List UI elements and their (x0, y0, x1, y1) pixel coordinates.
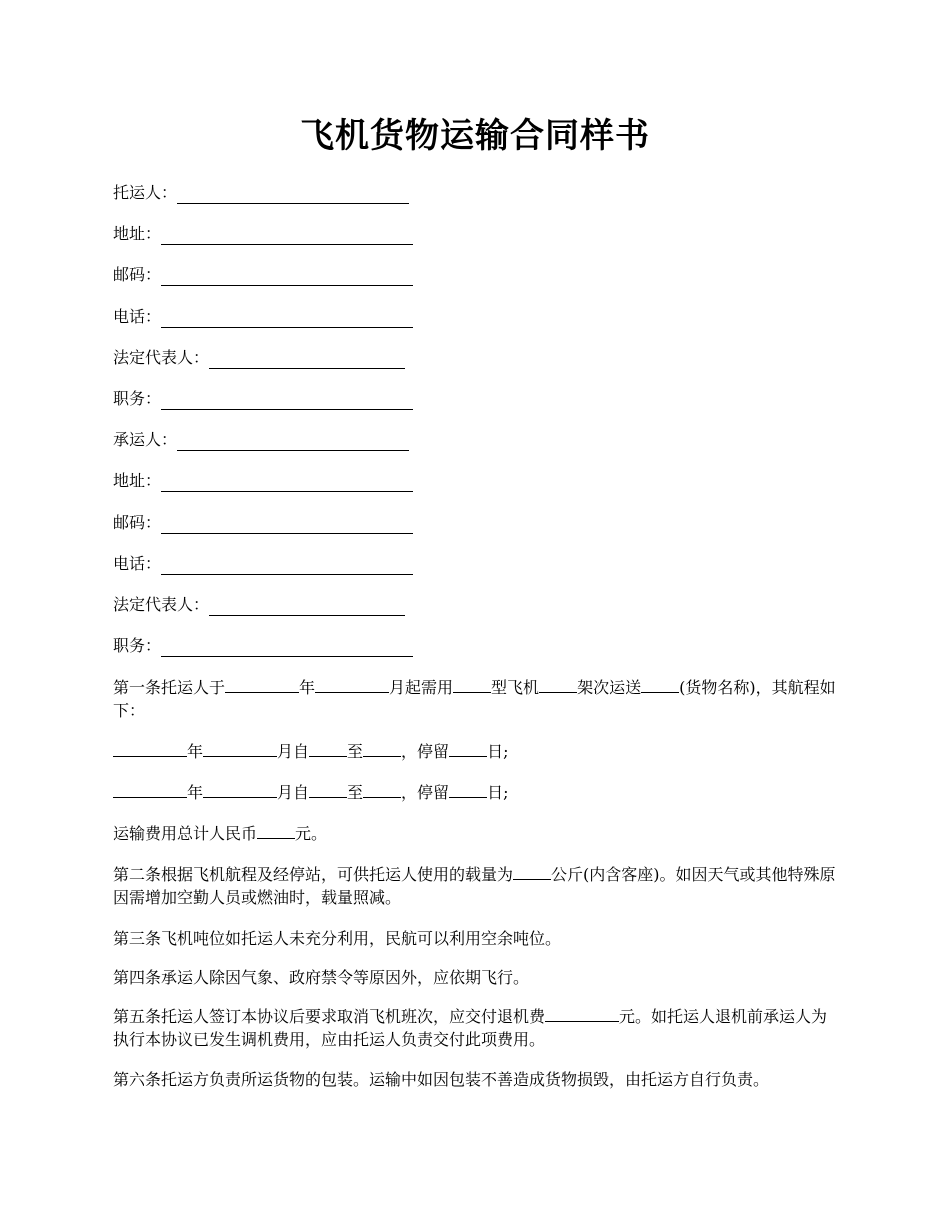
blank-line (453, 676, 491, 693)
blank-line (203, 740, 277, 757)
clause-text: 元。如托运人退机前承运人为执行本协议已发生调机费用，应由托运人负责交付此项费用。 (113, 1007, 828, 1049)
shipper-name-field (113, 182, 409, 204)
blank-line (363, 740, 401, 757)
field-label: 职务： (113, 389, 162, 408)
fee-text: 元。 (295, 824, 328, 843)
blank-line (113, 781, 187, 798)
blank-line (225, 676, 299, 693)
clause-6: 第六条托运方负责所运货物的包装。运输中如因包装不善造成货物损毁，由托运方自行负责。 (113, 1070, 770, 1089)
blank-line (161, 515, 413, 534)
blank-line (161, 638, 413, 657)
blank-line (309, 781, 347, 798)
shipper-address-field (113, 223, 413, 245)
blank-line (363, 781, 401, 798)
carrier-address-field (113, 470, 413, 492)
carrier-name-field (113, 429, 409, 451)
document-title: 飞机货物运输合同样书 (300, 116, 650, 156)
route-text: 至 (347, 783, 364, 802)
blank-line (315, 676, 389, 693)
blank-line (545, 1005, 619, 1022)
blank-line (161, 309, 413, 328)
fee-text: 运输费用总计人民币 (113, 824, 258, 843)
carrier-title-field (113, 635, 413, 657)
blank-line (209, 597, 405, 616)
field-label: 电话： (113, 554, 162, 573)
clause-1 (113, 676, 841, 722)
blank-line (309, 740, 347, 757)
carrier-legal-rep-field (113, 594, 405, 616)
clause-2 (113, 863, 841, 909)
field-label: 地址： (113, 471, 162, 490)
blank-line (161, 391, 413, 410)
route-text: 至 (347, 742, 364, 761)
field-label: 地址： (113, 224, 162, 243)
blank-line (161, 267, 413, 286)
field-label: 职务： (113, 636, 162, 655)
route-text: 日; (487, 742, 509, 761)
field-label: 电话： (113, 307, 162, 326)
route-text: 日; (487, 783, 509, 802)
route-text: ，停留 (401, 783, 450, 802)
carrier-postcode-field (113, 512, 413, 534)
route-text: 年 (187, 783, 204, 802)
clause-text: 第一条托运人于 (113, 678, 226, 697)
clause-text: 第二条根据飞机航程及经停站，可供托运人使用的载量为 (113, 865, 514, 884)
clause-5 (113, 1005, 841, 1051)
blank-line (257, 822, 295, 839)
blank-line (449, 781, 487, 798)
route-line-1 (113, 740, 841, 763)
field-label: 法定代表人： (113, 348, 210, 367)
blank-line (513, 863, 551, 880)
route-text: 月自 (277, 742, 310, 761)
clause-4: 第四条承运人除因气象、政府禁令等原因外，应依期飞行。 (113, 968, 530, 987)
route-line-2 (113, 781, 841, 804)
field-label: 承运人： (113, 430, 178, 449)
route-text: 月自 (277, 783, 310, 802)
clause-text: (货物名称)，其航程如下： (113, 678, 836, 720)
clause-3: 第三条飞机吨位如托运人未充分利用，民航可以利用空余吨位。 (113, 929, 562, 948)
blank-line (177, 185, 409, 204)
blank-line (203, 781, 277, 798)
shipper-postcode-field (113, 264, 413, 286)
transport-fee-line (113, 822, 841, 845)
clause-text: 第五条托运人签订本协议后要求取消飞机班次，应交付退机费 (113, 1007, 546, 1026)
blank-line (113, 740, 187, 757)
blank-line (161, 473, 413, 492)
field-label: 托运人： (113, 183, 178, 202)
route-text: ，停留 (401, 742, 450, 761)
blank-line (177, 432, 409, 451)
field-label: 法定代表人： (113, 595, 210, 614)
field-label: 邮码： (113, 513, 162, 532)
blank-line (641, 676, 679, 693)
shipper-legal-rep-field (113, 347, 405, 369)
clause-text: 月起需用 (389, 678, 454, 697)
blank-line (449, 740, 487, 757)
clause-text: 年 (299, 678, 316, 697)
clause-text: 型飞机 (491, 678, 540, 697)
blank-line (539, 676, 577, 693)
clause-text: 公斤(内含客座)。如因天气或其他特殊原因需增加空勤人员或燃油时，载量照减。 (113, 865, 836, 907)
route-text: 年 (187, 742, 204, 761)
field-label: 邮码： (113, 265, 162, 284)
blank-line (161, 556, 413, 575)
carrier-phone-field (113, 553, 413, 575)
blank-line (161, 226, 413, 245)
shipper-title-field (113, 388, 413, 410)
shipper-phone-field (113, 306, 413, 328)
blank-line (209, 350, 405, 369)
clause-text: 架次运送 (577, 678, 642, 697)
